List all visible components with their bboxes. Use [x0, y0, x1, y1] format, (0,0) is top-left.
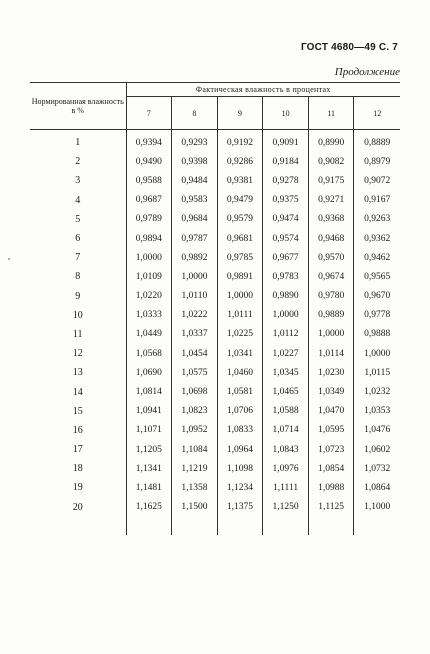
table-cell: 0,9278 [263, 171, 309, 190]
table-cell: 0,9167 [364, 195, 391, 206]
row-label: 1 [30, 133, 126, 152]
table-cell: 1,0575 [172, 363, 218, 382]
table-cell: 0,9674 [308, 267, 354, 286]
table-cell: 0,9681 [217, 229, 263, 248]
table-cell: 1,0000 [308, 325, 354, 344]
table-cell: 0,9783 [263, 267, 309, 286]
table-cell: 0,8889 [364, 137, 391, 148]
column-header: 8 [172, 97, 218, 130]
table-cell: 1,0000 [172, 267, 218, 286]
table-row [30, 440, 400, 459]
table-cell: 1,0337 [172, 325, 218, 344]
column-header: 9 [217, 97, 263, 130]
row-label: 5 [30, 210, 126, 229]
table-cell: 1,0823 [172, 402, 218, 421]
table-cell: 0,9684 [172, 210, 218, 229]
table-cell: 0,9789 [126, 210, 172, 229]
row-label: 20 [30, 498, 126, 517]
row-label: 14 [30, 382, 126, 401]
table-cell: 0,9889 [308, 306, 354, 325]
table-row [30, 478, 400, 497]
row-label: 17 [30, 440, 126, 459]
table-cell: 0,9574 [263, 229, 309, 248]
column-header: 12 [354, 97, 400, 130]
row-label: 10 [30, 306, 126, 325]
table-cell: 0,9687 [126, 191, 172, 210]
table-cell: 0,9484 [172, 171, 218, 190]
row-label: 18 [30, 459, 126, 478]
table-row [30, 133, 400, 152]
table-row [30, 210, 400, 229]
table-cell: 0,9192 [217, 133, 263, 152]
table-cell: 0,9175 [308, 171, 354, 190]
table-cell: 1,0698 [172, 382, 218, 401]
table-cell: 0,9677 [263, 248, 309, 267]
table-row [30, 267, 400, 286]
table-cell: 0,9381 [217, 171, 263, 190]
row-label: 6 [30, 229, 126, 248]
table-row [30, 402, 400, 421]
table-cell: 1,0976 [263, 459, 309, 478]
table-cell: 1,0602 [364, 444, 391, 455]
standard-code-header: ГОСТ 4680—49 С. 7 [300, 42, 398, 53]
table-cell: 1,0460 [217, 363, 263, 382]
table-cell: 0,9785 [217, 248, 263, 267]
table-row [30, 306, 400, 325]
table-row [30, 325, 400, 344]
table-cell: 1,1500 [172, 498, 218, 517]
table-cell: 1,0843 [263, 440, 309, 459]
table-cell: 1,1250 [263, 498, 309, 517]
row-label: 12 [30, 344, 126, 363]
row-label: 19 [30, 478, 126, 497]
table-cell: 1,0476 [364, 425, 391, 436]
table-cell: 1,0110 [172, 287, 218, 306]
table-cell: 1,0115 [364, 367, 391, 378]
table-cell: 1,0232 [364, 387, 391, 398]
table-cell: 1,0595 [308, 421, 354, 440]
table-cell: 0,9787 [172, 229, 218, 248]
table-cell: 1,0353 [364, 406, 391, 417]
table-cell: 1,0723 [308, 440, 354, 459]
table-cell: 0,9888 [364, 329, 391, 340]
table-cell: 1,0568 [126, 344, 172, 363]
table-cell: 1,0732 [364, 463, 391, 474]
table-cell: 1,0449 [126, 325, 172, 344]
table-cell: 1,0220 [126, 287, 172, 306]
table-cell: 0,9462 [364, 252, 391, 263]
table-cell: 1,1234 [217, 478, 263, 497]
table-cell: 1,0964 [217, 440, 263, 459]
table-cell: 0,9263 [364, 214, 391, 225]
table-cell: 1,1098 [217, 459, 263, 478]
table-cell: 1,0349 [308, 382, 354, 401]
row-header: Нормированная влажность в % [30, 83, 126, 130]
continuation-label: Продолжение [334, 66, 400, 78]
table-cell: 0,9579 [217, 210, 263, 229]
group-header: Фактическая влажность в процентах [126, 83, 400, 97]
table-cell: 0,9780 [308, 287, 354, 306]
table-row [30, 459, 400, 478]
table-cell: 1,0114 [308, 344, 354, 363]
table-cell: 1,1125 [308, 498, 354, 517]
table-row [30, 498, 400, 517]
table-cell: 1,1111 [263, 478, 309, 497]
table-cell: 0,9490 [126, 152, 172, 171]
row-label: 16 [30, 421, 126, 440]
table-cell: 1,0588 [263, 402, 309, 421]
table-cell: 0,9394 [126, 133, 172, 152]
row-label: 8 [30, 267, 126, 286]
table-cell: 1,0833 [217, 421, 263, 440]
table-cell: 1,1358 [172, 478, 218, 497]
table-cell: 1,0230 [308, 363, 354, 382]
row-label: 15 [30, 402, 126, 421]
table-cell: 1,1205 [126, 440, 172, 459]
table-cell: 0,9894 [126, 229, 172, 248]
table-cell: 1,1084 [172, 440, 218, 459]
table-cell: 1,0109 [126, 267, 172, 286]
table-cell: 0,9293 [172, 133, 218, 152]
table-cell: 1,0864 [364, 482, 391, 493]
table-cell: 1,1341 [126, 459, 172, 478]
table-cell: 1,0854 [308, 459, 354, 478]
table-cell: 1,0988 [308, 478, 354, 497]
table-cell: 0,9286 [217, 152, 263, 171]
column-header: 10 [263, 97, 309, 130]
table-cell: 1,0465 [263, 382, 309, 401]
table-cell: 1,0000 [364, 348, 391, 359]
row-label: 9 [30, 287, 126, 306]
row-label: 2 [30, 152, 126, 171]
table-row [30, 363, 400, 382]
table-cell: 1,1481 [126, 478, 172, 497]
scan-speck [8, 258, 10, 260]
table-row [30, 382, 400, 401]
table-cell: 0,9583 [172, 191, 218, 210]
table-row [30, 421, 400, 440]
table-cell: 0,9892 [172, 248, 218, 267]
table-cell: 0,9362 [364, 233, 391, 244]
column-header: 7 [126, 97, 172, 130]
table-body [30, 130, 400, 535]
table-cell: 1,0345 [263, 363, 309, 382]
table-cell: 0,9474 [263, 210, 309, 229]
table-cell: 1,0690 [126, 363, 172, 382]
table-cell: 1,0814 [126, 382, 172, 401]
table-cell: 1,0111 [217, 306, 263, 325]
table-cell: 1,0341 [217, 344, 263, 363]
table-cell: 0,9398 [172, 152, 218, 171]
table-cell: 1,0112 [263, 325, 309, 344]
table-row [30, 344, 400, 363]
table-row [30, 287, 400, 306]
column-header: 11 [308, 97, 354, 130]
table-cell: 0,9184 [263, 152, 309, 171]
table-cell: 0,9375 [263, 191, 309, 210]
table-row [30, 248, 400, 267]
table-cell: 0,9670 [364, 291, 391, 302]
table-cell: 0,9891 [217, 267, 263, 286]
table-cell: 1,1071 [126, 421, 172, 440]
table-cell: 0,8979 [364, 156, 391, 167]
table-cell: 0,9082 [308, 152, 354, 171]
table-cell: 1,1219 [172, 459, 218, 478]
table-cell: 1,0000 [263, 306, 309, 325]
table-cell: 0,8990 [308, 133, 354, 152]
table-row [30, 171, 400, 190]
table-row [30, 229, 400, 248]
table-cell: 0,9565 [364, 271, 391, 282]
table-cell: 0,9588 [126, 171, 172, 190]
table-cell: 0,9271 [308, 191, 354, 210]
table-cell: 1,0454 [172, 344, 218, 363]
humidity-conversion-table [30, 82, 400, 535]
table-cell: 1,0952 [172, 421, 218, 440]
row-label: 13 [30, 363, 126, 382]
table-cell: 1,1375 [217, 498, 263, 517]
row-label: 4 [30, 191, 126, 210]
table-cell: 1,0333 [126, 306, 172, 325]
row-label: 7 [30, 248, 126, 267]
table-cell: 1,0714 [263, 421, 309, 440]
table-cell: 1,0706 [217, 402, 263, 421]
table-cell: 0,9468 [308, 229, 354, 248]
table-cell: 1,0225 [217, 325, 263, 344]
table-cell: 1,0227 [263, 344, 309, 363]
table-cell: 1,0000 [126, 248, 172, 267]
table-cell: 0,9778 [364, 310, 391, 321]
table-cell: 0,9368 [308, 210, 354, 229]
table-cell: 1,0470 [308, 402, 354, 421]
humidity-table-container [30, 82, 400, 535]
table-row [30, 191, 400, 210]
table-cell: 0,9479 [217, 191, 263, 210]
table-cell: 1,0000 [217, 287, 263, 306]
table-cell: 1,1625 [126, 498, 172, 517]
table-cell: 1,0222 [172, 306, 218, 325]
table-cell: 1,1000 [364, 502, 391, 513]
table-cell: 0,9072 [364, 175, 391, 186]
row-label: 3 [30, 171, 126, 190]
table-cell: 0,9091 [263, 133, 309, 152]
table-cell: 1,0941 [126, 402, 172, 421]
table-cell: 0,9890 [263, 287, 309, 306]
row-label: 11 [30, 325, 126, 344]
table-cell: 0,9570 [308, 248, 354, 267]
table-row [30, 152, 400, 171]
table-cell: 1,0581 [217, 382, 263, 401]
